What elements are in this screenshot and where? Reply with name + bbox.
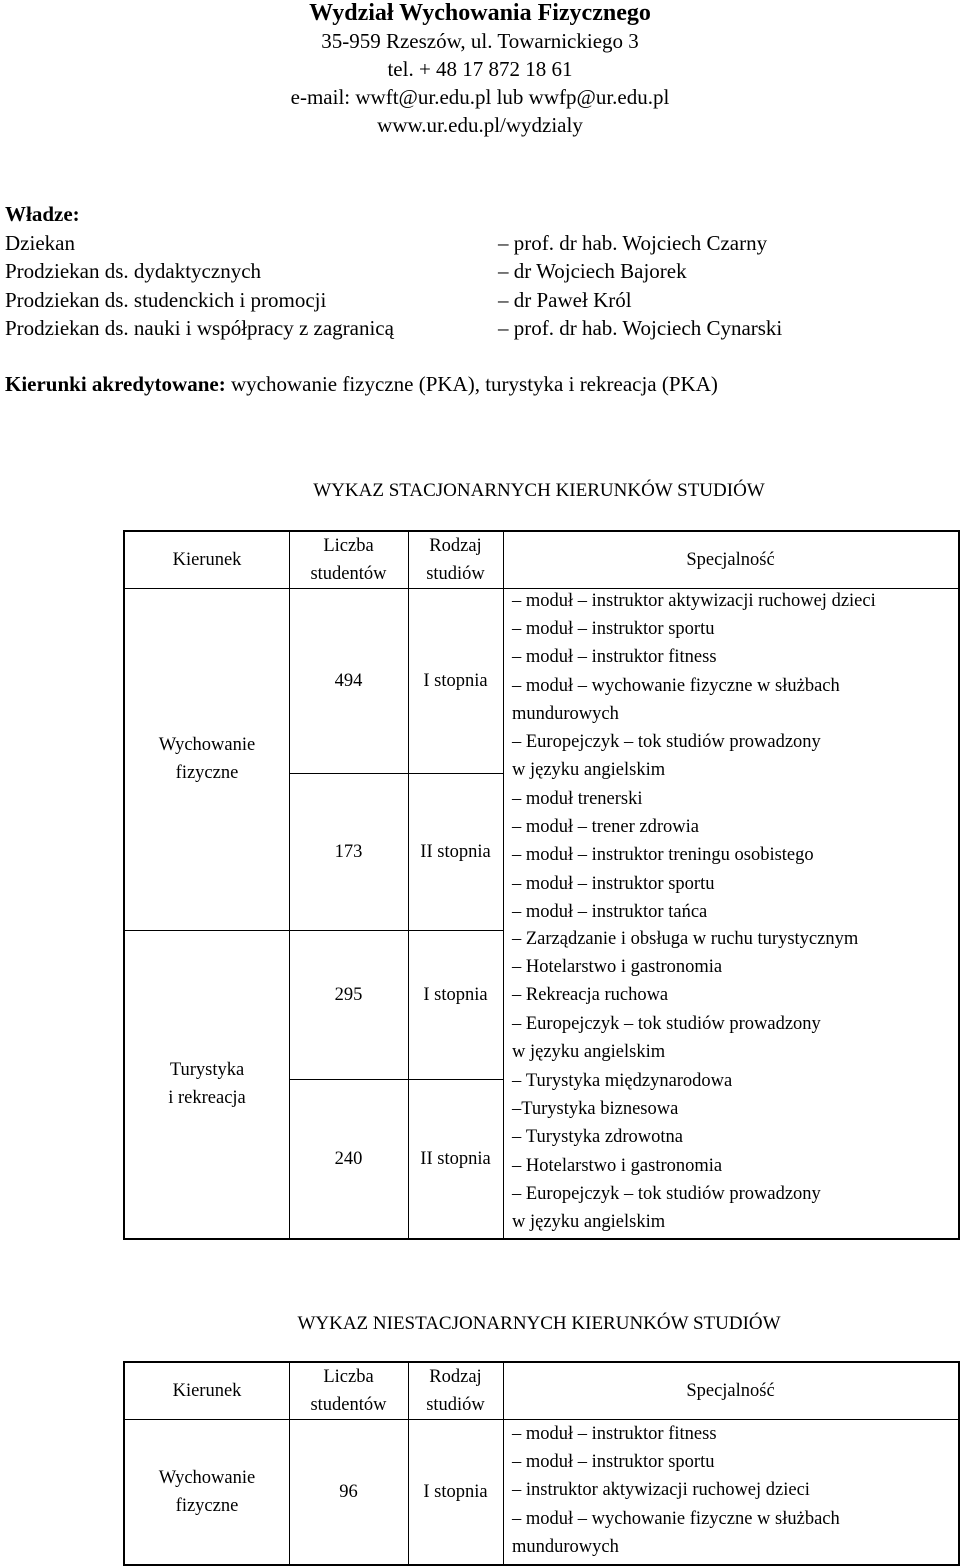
accredited-label: Kierunki akredytowane: (5, 372, 226, 396)
study-type-value: II stopnia (420, 841, 491, 862)
study-type-value: I stopnia (423, 984, 488, 1005)
spec-list (512, 925, 858, 1066)
header-specjalnosc (503, 532, 958, 588)
kierunek-name: Wychowanie (158, 1467, 256, 1488)
spec-item: – moduł – instruktor sportu (512, 1448, 840, 1476)
authority-row (5, 286, 632, 315)
kierunek-name: fizyczne (175, 1495, 239, 1516)
spec-item: – Europejczyk – tok studiów prowadzony (512, 1010, 858, 1038)
header-specjalnosc-label: Specjalność (686, 1381, 775, 1401)
header-liczba (289, 1363, 408, 1419)
header-liczba-label-2: studentów (310, 1395, 387, 1415)
authority-person: – prof. dr hab. Wojciech Czarny (498, 230, 768, 255)
study-type-value: I stopnia (423, 670, 488, 691)
study-type (408, 930, 503, 1059)
spec-item: – instruktor aktywizacji ruchowej dzieci (512, 1476, 840, 1504)
kierunek-cell (125, 1419, 289, 1564)
header-rodzaj-label: Rodzaj (429, 1367, 482, 1387)
spec-item: – moduł – wychowanie fizyczne w służbach (512, 672, 876, 700)
spec-list (512, 785, 814, 926)
faculty-address: 35-959 Rzeszów, ul. Towarnickiego 3 (321, 29, 639, 53)
authorities-title: Władze: (5, 202, 80, 226)
students-count (289, 588, 408, 773)
header-kierunek (125, 532, 289, 588)
header-liczba-label: Liczba (323, 1367, 374, 1387)
spec-item: – Europejczyk – tok studiów prowadzony (512, 728, 876, 756)
spec-item: – moduł – instruktor treningu osobistego (512, 841, 814, 869)
spec-item: – moduł – instruktor sportu (512, 870, 814, 898)
spec-item: w języku angielskim (512, 1041, 666, 1062)
authority-person: – dr Paweł Król (498, 287, 632, 312)
spec-item: mundurowych (512, 1536, 619, 1557)
authority-row (5, 314, 783, 343)
students-count (289, 773, 408, 930)
study-type-value: II stopnia (420, 1148, 491, 1169)
spec-item: mundurowych (512, 703, 619, 724)
header-rodzaj-label: Rodzaj (429, 536, 482, 556)
authority-role: Prodziekan ds. nauki i współpracy z zagranicą (5, 316, 394, 340)
spec-list (512, 1420, 840, 1561)
spec-item: – Zarządzanie i obsługa w ruchu turystycznym (512, 925, 858, 953)
header-rodzaj (408, 532, 503, 588)
students-value: 240 (334, 1148, 363, 1169)
authority-row (5, 229, 768, 258)
spec-item: – moduł – instruktor fitness (512, 643, 876, 671)
students-value: 295 (334, 984, 363, 1005)
study-type (408, 773, 503, 930)
spec-item: – Turystyka międzynarodowa (512, 1067, 821, 1095)
header-specjalnosc-label: Specjalność (686, 550, 775, 570)
study-type (408, 1419, 503, 1564)
students-count (289, 1419, 408, 1564)
spec-list (512, 1067, 821, 1236)
header-kierunek-label: Kierunek (172, 550, 242, 570)
spec-item: – Hotelarstwo i gastronomia (512, 1152, 821, 1180)
spec-item: – Rekreacja ruchowa (512, 981, 858, 1009)
students-value: 96 (339, 1481, 358, 1502)
spec-item: w języku angielskim (512, 760, 666, 781)
authority-person: – dr Wojciech Bajorek (498, 259, 687, 283)
kierunek-name: fizyczne (175, 763, 239, 783)
kierunek-cell (125, 930, 289, 1238)
faculty-phone: tel. + 48 17 872 18 61 (387, 57, 573, 81)
spec-item: –Turystyka biznesowa (512, 1099, 679, 1120)
authority-row (5, 257, 687, 286)
spec-item: – Hotelarstwo i gastronomia (512, 953, 858, 981)
students-count (289, 930, 408, 1059)
students-value: 173 (334, 841, 363, 862)
spec-item: – moduł – instruktor tańca (512, 898, 814, 926)
faculty-name: Wydział Wychowania Fizycznego (309, 0, 651, 26)
header-rodzaj-label-2: studiów (426, 1395, 485, 1415)
kierunek-name: Turystyka (169, 1060, 245, 1080)
accredited-value: wychowanie fizyczne (PKA), turystyka i rekreacja (PKA) (225, 372, 718, 396)
faculty-website: www.ur.edu.pl/wydzialy (377, 113, 583, 137)
faculty-header (0, 0, 960, 139)
spec-item: – moduł – instruktor sportu (512, 615, 876, 643)
students-count (289, 1079, 408, 1238)
header-liczba-label-2: studentów (310, 564, 387, 584)
kierunek-cell (125, 588, 289, 930)
spec-item: – moduł – instruktor aktywizacji ruchowej dzieci (512, 587, 876, 615)
header-rodzaj-label-2: studiów (426, 564, 485, 584)
header-liczba (289, 532, 408, 588)
spec-item: – moduł – trener zdrowia (512, 813, 814, 841)
students-value: 494 (334, 670, 363, 691)
study-type-value: I stopnia (423, 1481, 488, 1502)
spec-item: – Europejczyk – tok studiów prowadzony (512, 1180, 821, 1208)
authorities-section (5, 200, 783, 343)
study-type (408, 588, 503, 773)
part-time-caption: WYKAZ NIESTACJONARNYCH KIERUNKÓW STUDIÓW (297, 1313, 781, 1334)
spec-item: w języku angielskim (512, 1212, 666, 1233)
header-specjalnosc (503, 1363, 958, 1419)
kierunek-name: i rekreacja (168, 1088, 246, 1108)
authority-role: Prodziekan ds. studenckich i promocji (5, 287, 327, 312)
authority-role: Dziekan (5, 230, 75, 255)
authority-role: Prodziekan ds. dydaktycznych (5, 259, 262, 283)
accredited-programs (5, 370, 718, 398)
spec-item: – Turystyka zdrowotna (512, 1123, 821, 1151)
spec-item: – moduł trenerski (512, 785, 814, 813)
header-liczba-label: Liczba (323, 536, 374, 556)
spec-item: – moduł – wychowanie fizyczne w służbach (512, 1505, 840, 1533)
faculty-email: e-mail: wwft@ur.edu.pl lub wwfp@ur.edu.pl (290, 85, 670, 109)
stationary-caption: WYKAZ STACJONARNYCH KIERUNKÓW STUDIÓW (313, 480, 765, 501)
header-kierunek-label: Kierunek (172, 1381, 242, 1401)
header-kierunek (125, 1363, 289, 1419)
kierunek-name: Wychowanie (158, 735, 256, 755)
spec-item: – moduł – instruktor fitness (512, 1420, 840, 1448)
header-rodzaj (408, 1363, 503, 1419)
study-type (408, 1079, 503, 1238)
spec-list (512, 587, 876, 784)
authority-person: – prof. dr hab. Wojciech Cynarski (498, 316, 783, 340)
